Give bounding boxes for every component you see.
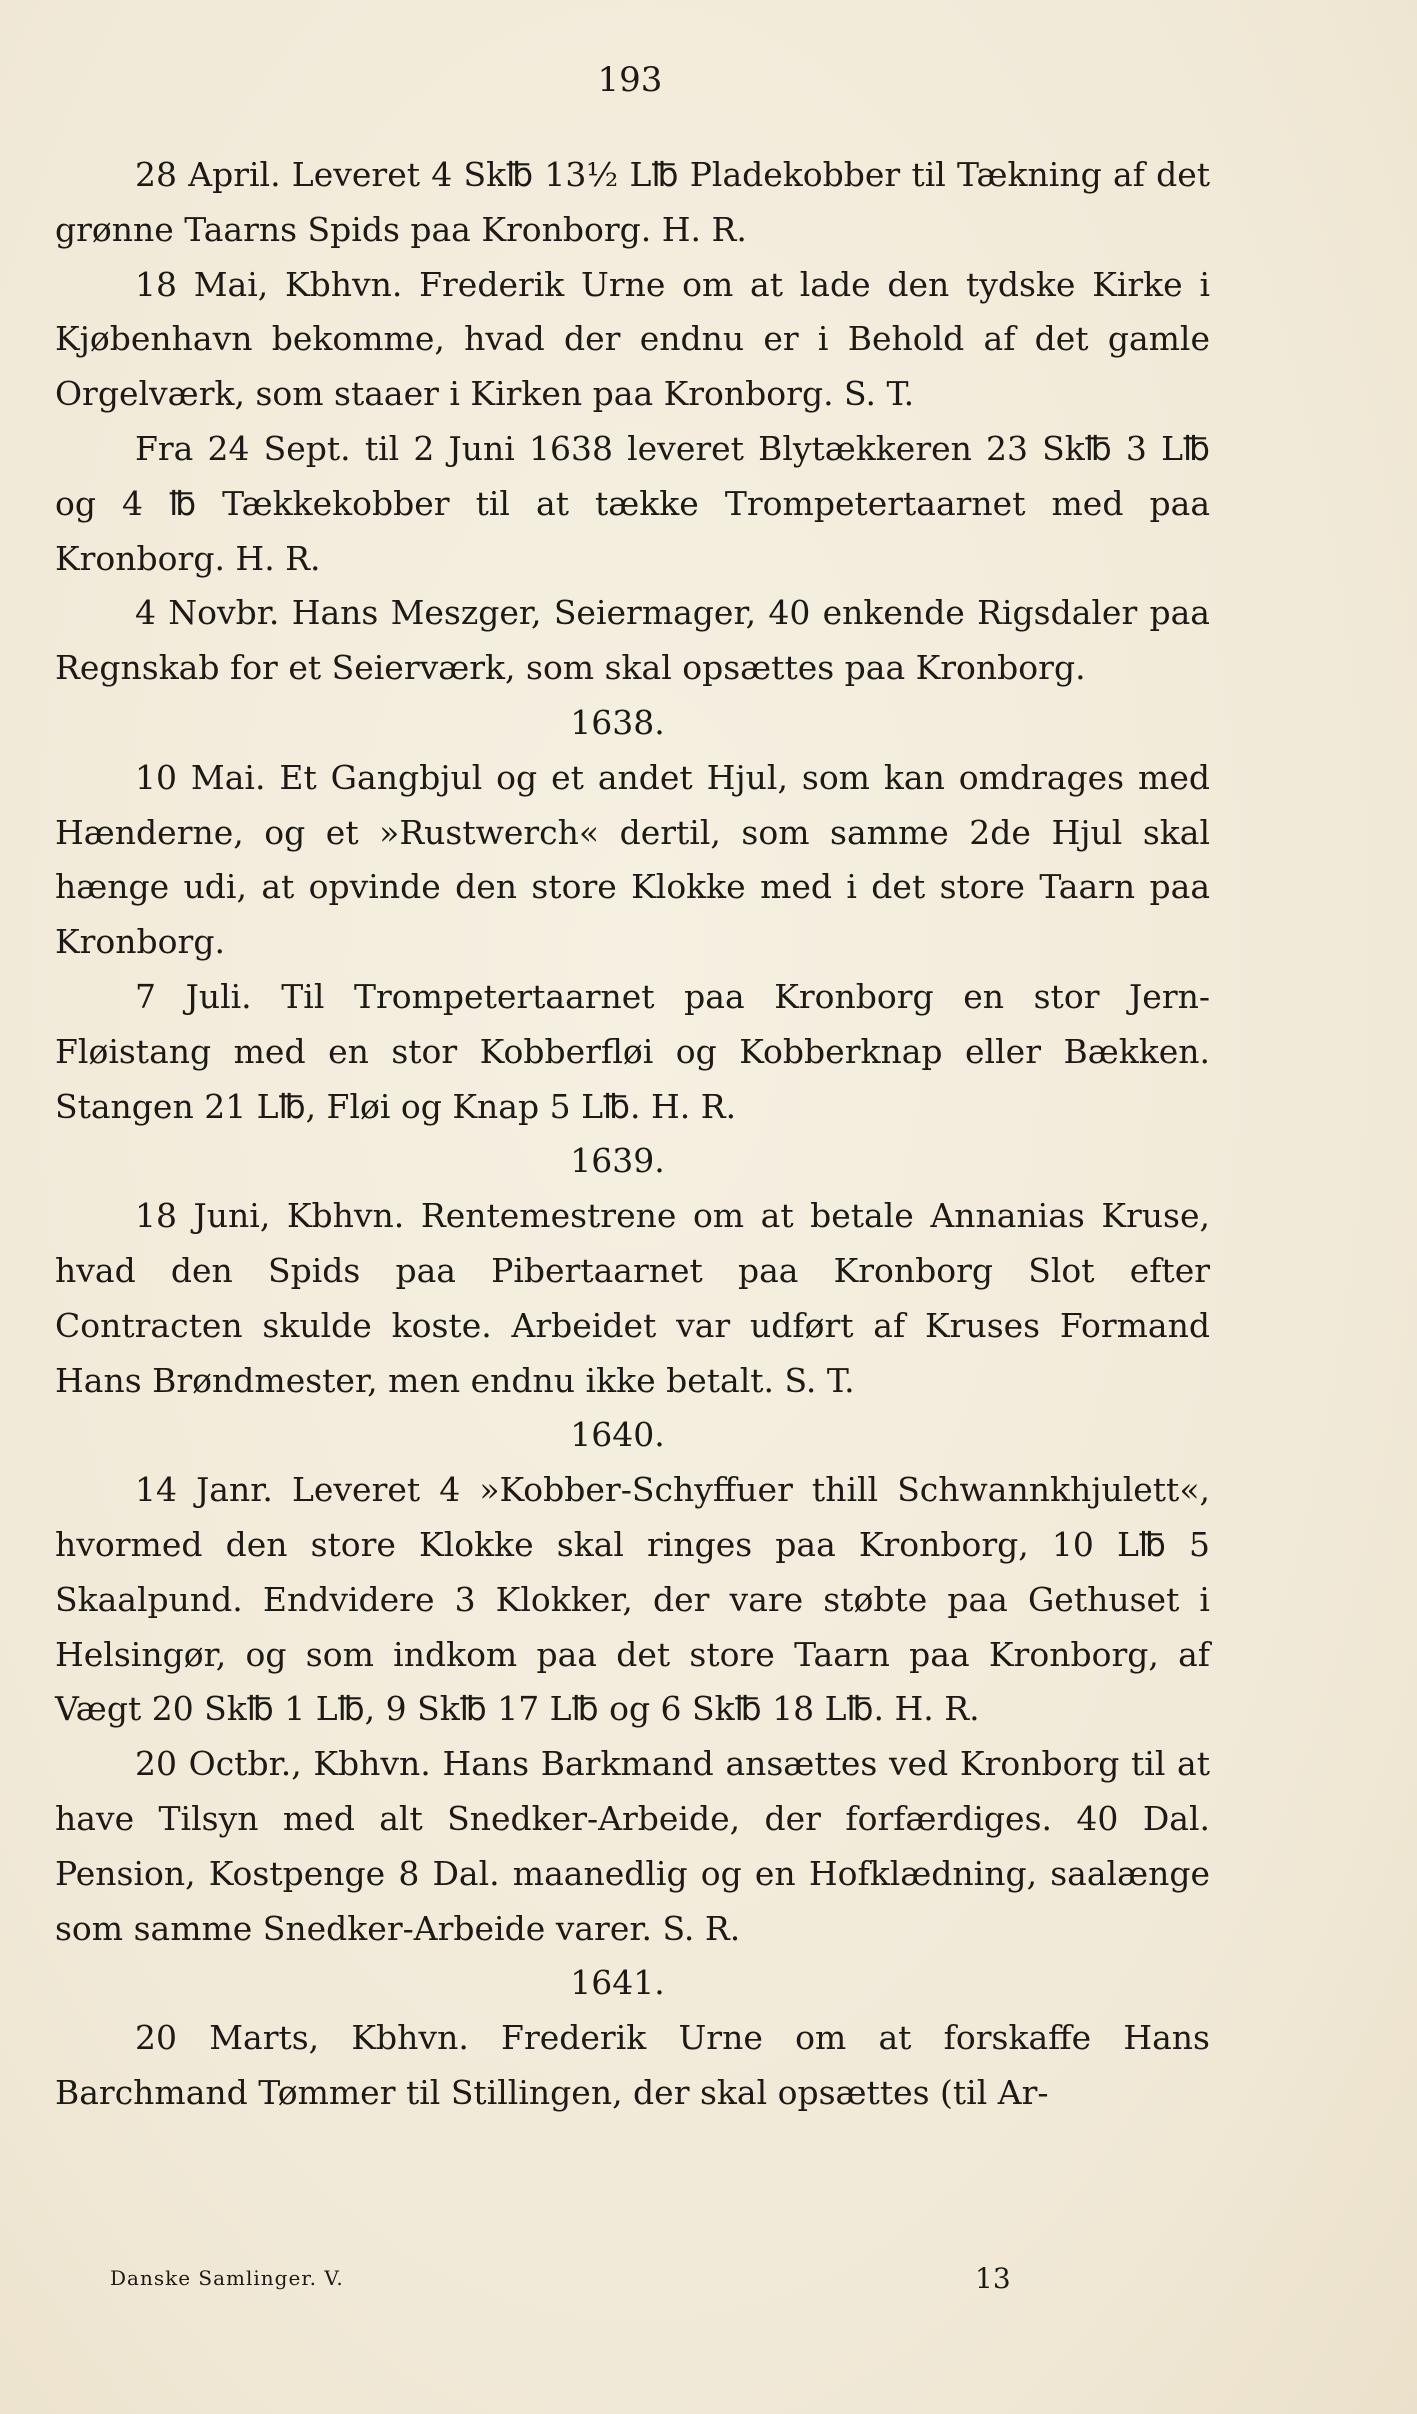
entry-18-mai: 18 Mai, Kbhvn. Frederik Urne om at lade den tydske Kirke i Kjøbenhavn bekomme, hvad der endnu er i Behold af det gamle Orgelværk, som staaer i Kirken paa Kronborg. S. T. [55,264,1210,414]
entry-20-octbr: 20 Octbr., Kbhvn. Hans Barkmand ansættes ved Kronborg til at have Tilsyn med alt Snedker-Arbeide, der forfærdiges. 40 Dal. Pension, Kostpenge 8 Dal. maanedlig og en Hofklædning, saalænge som samme Snedker-Arbeide varer. S. R. [55,1744,1210,1948]
entry-10-mai: 10 Mai. Et Gangbjul og et andet Hjul, som kan omdrages med Hænderne, og et »Rustwerch« dertil, som samme 2de Hjul skal hænge udi, at opvinde den store Klokke med i det store Taarn paa Kronborg. [55,757,1210,962]
entry-7-juli: 7 Juli. Til Trompetertaarnet paa Kronborg en stor Jern-Fløistang med en stor Kobberfløi og Kobberknap eller Bækken. Stangen 21 L℔, Fløi og Knap 5 L℔. H. R. [55,976,1210,1126]
year-heading-1641: 1641. [570,1963,665,2003]
entry-1828-april: 28 April. Leveret 4 Sk℔ 13½ L℔ Pladekobber til Tækning af det grønne Taarns Spids paa Kronborg. H. R. [55,155,1210,249]
year-heading-1639: 1639. [570,1141,665,1181]
entry-14-janr: 14 Janr. Leveret 4 »Kobber-Schyffuer thill Schwannkhjulett«, hvormed den store Klokke skal ringes paa Kronborg, 10 L℔ 5 Skaalpund. Endvidere 3 Klokker, der vare støbte paa Gethuset i Helsingør, og som indkom paa det store Taarn paa Kronborg, af Vægt 20 Sk℔ 1 L℔, 9 Sk℔ 17 L℔ og 6 Sk℔ 18 L℔. H. R. [55,1470,1210,1729]
entry-24-sept: Fra 24 Sept. til 2 Juni 1638 leveret Blytækkeren 23 Sk℔ 3 L℔ og 4 ℔ Tækkekobber til at tække Trompetertaarnet med paa Kronborg. H. R. [55,428,1210,578]
page-number: 193 [597,60,663,100]
year-heading-1638: 1638. [570,702,665,742]
year-heading-1640: 1640. [570,1415,665,1455]
entry-20-marts: 20 Marts, Kbhvn. Frederik Urne om at forskaffe Hans Barchmand Tømmer til Stillingen, der skal opsættes (til Ar- [55,2018,1210,2112]
entry-18-juni: 18 Juni, Kbhvn. Rentemestrene om at betale Annanias Kruse, hvad den Spids paa Pibertaarnet paa Kronborg Slot efter Contracten skulde koste. Arbeidet var udført af Kruses Formand Hans Brøndmester, men endnu ikke betalt. S. T. [55,1196,1210,1400]
publication-title: Danske Samlinger. V. [110,2266,344,2290]
signature-mark: 13 [975,2262,1011,2295]
page-body [55,148,1210,2121]
entry-4-novbr: 4 Novbr. Hans Meszger, Seiermager, 40 enkende Rigsdaler paa Regnskab for et Seierværk, som skal opsættes paa Kronborg. [55,593,1210,688]
